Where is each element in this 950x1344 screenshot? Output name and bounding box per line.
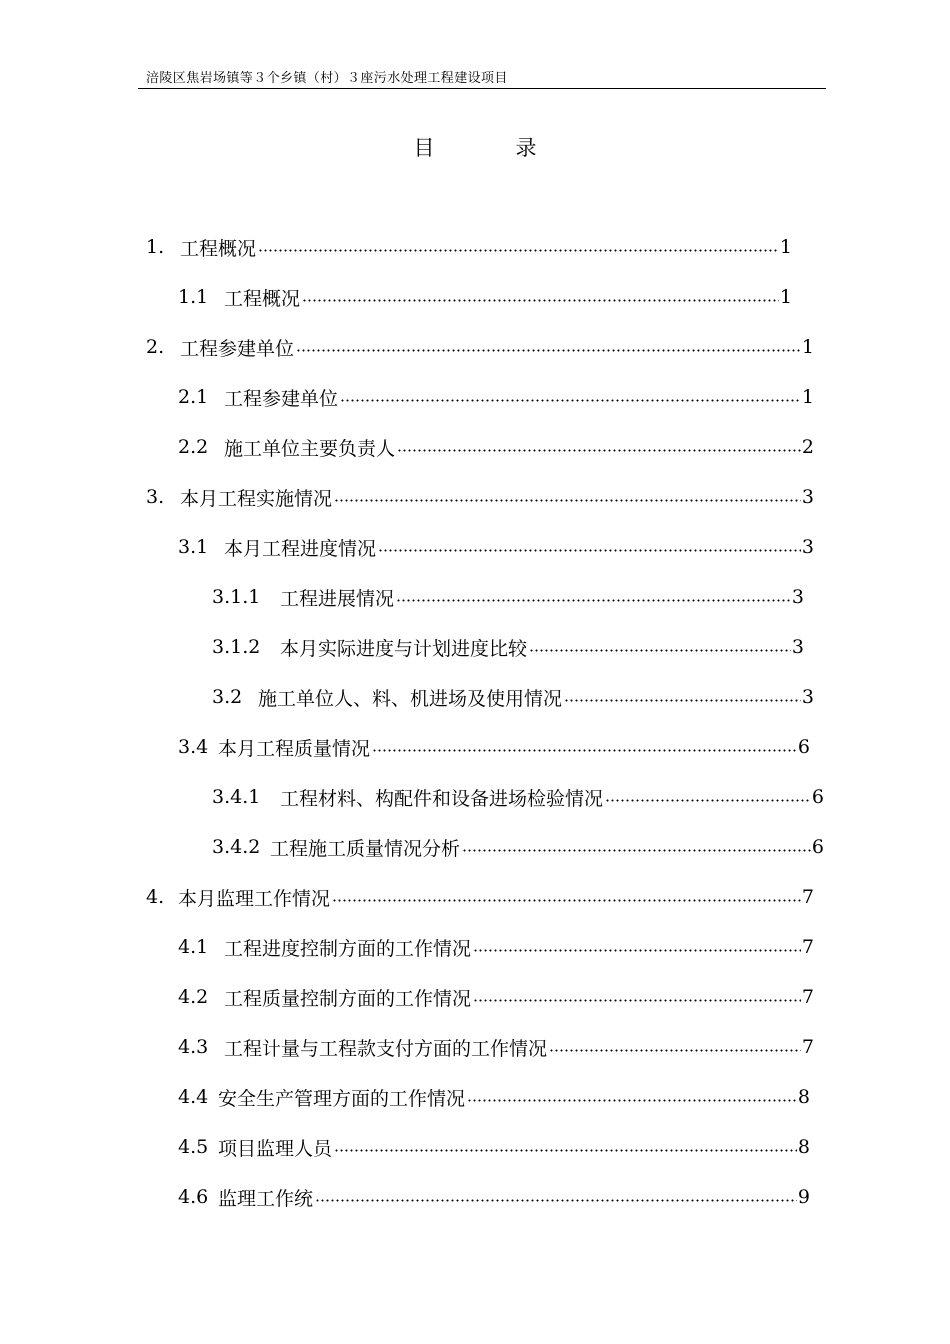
toc-dot-leader [315,1182,797,1212]
toc-entry-number: 3.1 [178,536,209,558]
toc-entry[interactable] [146,882,814,912]
toc-entry-page: 3 [801,486,814,508]
toc-entry[interactable] [146,232,792,262]
toc-dot-leader [462,832,811,862]
toc-entry-title: 工程质量控制方面的工作情况 [224,987,472,1010]
toc-entry-number: 3. [146,486,165,508]
toc-entry[interactable] [178,532,814,562]
toc-entry-page: 2 [801,436,814,458]
toc-entry-title: 本月工程质量情况 [218,737,371,760]
toc-entry[interactable] [178,1082,810,1112]
toc-entry-page: 9 [797,1186,810,1208]
toc-entry-number: 1. [146,236,165,258]
toc-entry-page: 1 [801,336,814,358]
toc-entry-page: 6 [797,736,810,758]
page-title: 目 录 [413,136,567,160]
toc-entry[interactable] [212,682,814,712]
toc-dot-leader [334,1132,797,1162]
toc-dot-leader [340,382,801,412]
toc-entry[interactable] [178,1132,810,1162]
toc-dot-leader [296,332,801,362]
toc-entry-title: 本月实际进度与计划进度比较 [280,637,528,660]
toc-entry-number: 4.5 [178,1136,209,1158]
toc-entry-number: 3.4 [178,736,209,758]
toc-entry-page: 3 [791,586,804,608]
toc-entry-page: 8 [797,1136,810,1158]
toc-entry[interactable] [178,432,814,462]
toc-entry-page: 6 [811,786,824,808]
toc-dot-leader [372,732,797,762]
toc-entry-number: 1.1 [178,286,209,308]
toc-entry-page: 7 [801,886,814,908]
toc-entry-page: 1 [801,386,814,408]
toc-entry-number: 3.4.1 [212,786,261,808]
toc-entry-number: 3.2 [212,686,243,708]
toc-dot-leader [378,532,801,562]
toc-dot-leader [473,982,801,1012]
toc-entry-number: 4.4 [178,1086,209,1108]
toc-entry-page: 3 [801,686,814,708]
toc-entry-number: 4.3 [178,1036,209,1058]
toc-entry-title: 工程施工质量情况分析 [270,837,461,860]
toc-entry-number: 4.6 [178,1186,209,1208]
toc-entry[interactable] [178,1032,814,1062]
toc-entry-title: 工程概况 [180,237,257,260]
toc-entry-number: 2. [146,336,165,358]
toc-entry-number: 4.1 [178,936,209,958]
toc-entry-title: 安全生产管理方面的工作情况 [218,1087,466,1110]
toc-entry-title: 工程参建单位 [224,387,339,410]
toc-entry-title: 工程进展情况 [280,587,395,610]
toc-entry-title: 本月监理工作情况 [178,887,331,910]
toc-entry-page: 7 [801,936,814,958]
toc-dot-leader [334,482,801,512]
toc-entry-page: 7 [801,986,814,1008]
toc-dot-leader [258,232,779,262]
toc-entry[interactable] [178,732,810,762]
toc-entry[interactable] [178,1182,810,1212]
toc-entry-number: 4.2 [178,986,209,1008]
toc-entry[interactable] [212,582,804,612]
toc-dot-leader [473,932,801,962]
toc-entry-title: 项目监理人员 [218,1137,333,1160]
toc-entry-page: 1 [779,286,792,308]
toc-entry-page: 7 [801,1036,814,1058]
toc-entry-title: 本月工程进度情况 [224,537,377,560]
toc-dot-leader [467,1082,797,1112]
toc-entry-title: 工程计量与工程款支付方面的工作情况 [224,1037,548,1060]
toc-entry-page: 3 [801,536,814,558]
toc-entry-number: 3.4.2 [212,836,261,858]
toc-entry-title: 工程材料、构配件和设备进场检验情况 [280,787,604,810]
toc-entry[interactable] [146,332,814,362]
toc-entry[interactable] [212,632,804,662]
toc-entry[interactable] [212,832,824,862]
toc-entry-title: 施工单位人、料、机进场及使用情况 [258,687,563,710]
toc-entry-page: 1 [779,236,792,258]
toc-entry[interactable] [178,382,814,412]
toc-entry-number: 2.1 [178,386,209,408]
toc-entry-page: 8 [797,1086,810,1108]
toc-dot-leader [396,582,791,612]
toc-dot-leader [605,782,811,812]
header-rule [138,88,826,89]
toc-dot-leader [397,432,801,462]
toc-entry-title: 工程进度控制方面的工作情况 [224,937,472,960]
toc-entry-title: 本月工程实施情况 [180,487,333,510]
toc-entry[interactable] [178,982,814,1012]
toc-entry-title: 工程参建单位 [180,337,295,360]
toc-dot-leader [549,1032,801,1062]
toc-entry-title: 施工单位主要负责人 [224,437,396,460]
toc-entry-number: 4. [146,886,165,908]
toc-dot-leader [564,682,801,712]
toc-entry-page: 6 [811,836,824,858]
toc-dot-leader [529,632,791,662]
toc-dot-leader [332,882,801,912]
toc-entry-title: 监理工作统 [218,1187,314,1210]
toc-entry-page: 3 [791,636,804,658]
toc-entry-title: 工程概况 [224,287,301,310]
toc-entry-number: 3.1.2 [212,636,261,658]
toc-entry[interactable] [146,482,814,512]
running-header: 涪陵区焦岩场镇等３个乡镇（村）３座污水处理工程建设项目 [146,71,508,86]
toc-entry-number: 2.2 [178,436,209,458]
toc-entry[interactable] [212,782,824,812]
toc-dot-leader [302,282,779,312]
toc-entry[interactable] [178,282,792,312]
toc-entry-number: 3.1.1 [212,586,261,608]
toc-entry[interactable] [178,932,814,962]
